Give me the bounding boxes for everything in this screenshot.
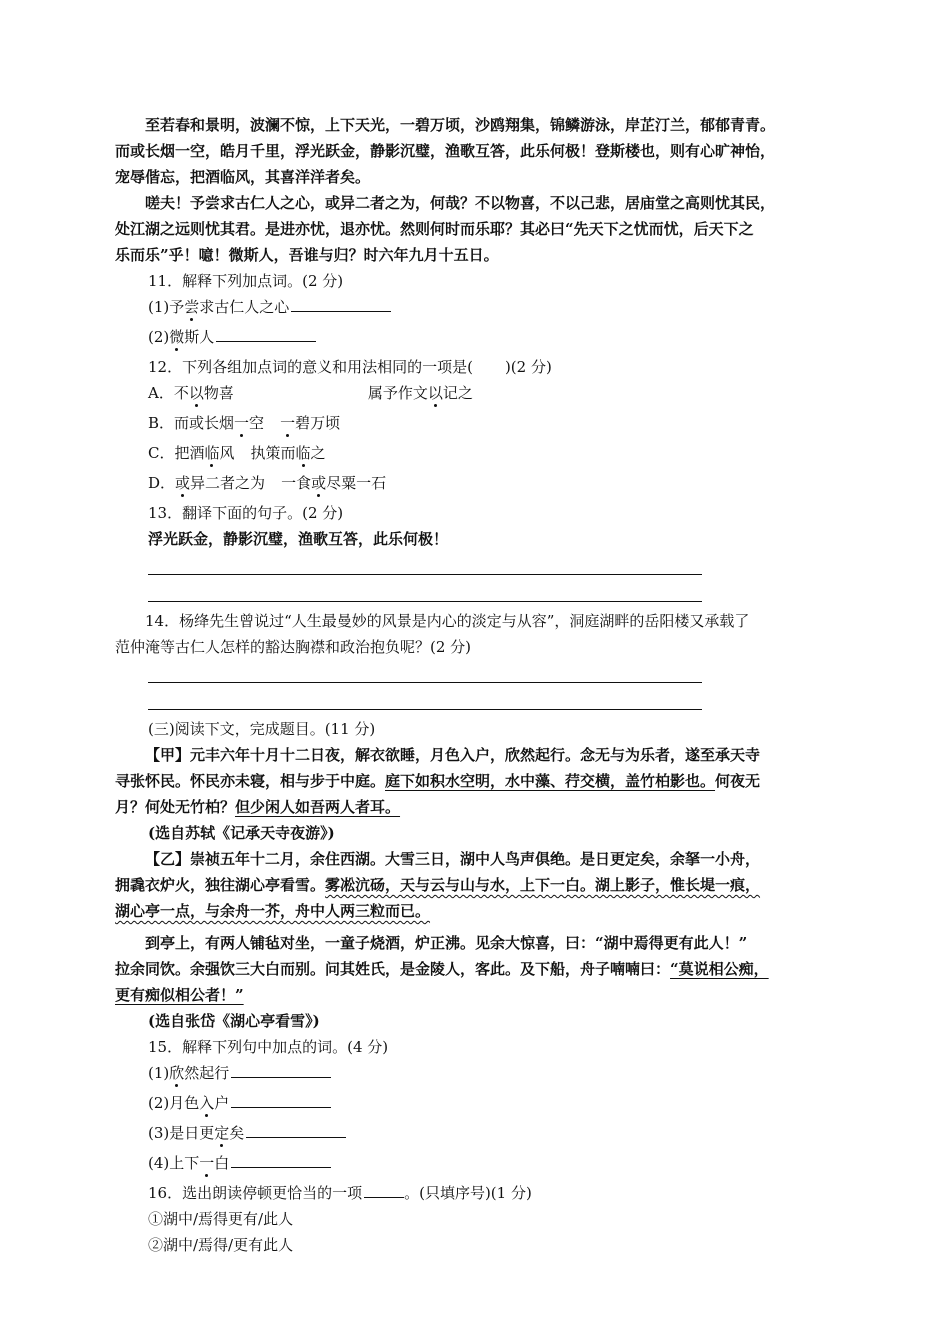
q16-stem: 16．选出朗读停顿更恰当的一项 。(只填序号)(1 分) <box>148 1184 532 1202</box>
yi-source: (选自张岱《湖心亭看雪》) <box>148 1012 320 1030</box>
exam-page <box>115 112 845 1258</box>
q13-stem: 13．翻译下面的句子。(2 分) <box>148 504 344 522</box>
passage-yi: 【乙】崇祯五年十二月，余住西湖。大雪三日，湖中人鸟声俱绝。是日更定矣，余拏一小舟， 拥毳衣炉火，独往湖心亭看雪。雾凇沆砀，天与云与山与水，上下一白。湖上影子，惟长堤一痕， 湖心亭一点，与余舟一芥，舟中人两三粒而已。 <box>115 850 761 920</box>
wavy-underlined-sentence: 雾凇沆砀，天与云与山与水，上下一白。湖上影子，惟长堤一痕， <box>325 876 761 894</box>
q11-item-2: (2)微斯人 <box>115 324 845 350</box>
q16-option-1[interactable]: ①湖中/焉得更有/此人 <box>148 1210 294 1228</box>
q15-item-4: (4)上下一白 <box>115 1150 845 1176</box>
underlined-sentence: “莫说相公痴， <box>670 960 769 978</box>
q11-item-1: (1)予尝求古仁人之心 <box>115 294 845 320</box>
q12-option-c[interactable]: C．把酒临风 执策而临之 <box>148 444 326 462</box>
answer-line[interactable] <box>148 660 702 683</box>
q11-stem: 11．解释下列加点词。(2 分) <box>148 272 344 290</box>
q15-item-3: (3)是日更定矣 <box>115 1120 845 1146</box>
passage-yi-2: 到亭上，有两人铺毡对坐，一童子烧酒，炉正沸。见余大惊喜，曰：“湖中焉得更有此人！” 拉余同饮。余强饮三大白而别。问其姓氏，是金陵人，客此。及下船，舟子喃喃曰：“莫说相公痴， 更有痴似相公者！” <box>115 934 769 1004</box>
q15-stem: 15．解释下列句中加点的词。(4 分) <box>148 1038 389 1056</box>
underlined-sentence: 但少闲人如吾两人者耳。 <box>235 798 401 816</box>
underlined-sentence: 庭下如积水空明，水中藻、荇交横，盖竹柏影也。 <box>385 772 716 790</box>
emphasized-word: 尝 <box>184 298 200 316</box>
answer-blank[interactable] <box>216 326 316 342</box>
q13-sentence: 浮光跃金，静影沉璧，渔歌互答，此乐何极！ <box>148 530 449 548</box>
answer-blank[interactable] <box>246 1122 346 1138</box>
answer-blank[interactable] <box>231 1152 331 1168</box>
answer-blank[interactable] <box>291 296 391 312</box>
q12-option-a[interactable]: A．不以物喜 属予作文以记之 <box>148 384 473 402</box>
q12-option-b[interactable]: B．而或长烟一空 一碧万顷 <box>148 414 341 432</box>
answer-line[interactable] <box>148 552 702 575</box>
underlined-sentence: 更有痴似相公者！” <box>115 986 244 1004</box>
q15-item-2: (2)月色入户 <box>115 1090 845 1116</box>
q12-stem: 12．下列各组加点词的意义和用法相同的一项是( )(2 分) <box>148 358 552 376</box>
jia-source: (选自苏轼《记承天寺夜游》) <box>148 824 335 842</box>
wavy-underlined-sentence: 湖心亭一点，与余舟一芥，舟中人两三粒而已。 <box>115 902 431 920</box>
q16-option-2[interactable]: ②湖中/焉得/更有此人 <box>148 1236 294 1254</box>
q12-option-d[interactable]: D．或异二者之为 一食或尽粟一石 <box>148 474 387 492</box>
section3-title: (三)阅读下文，完成题目。(11 分) <box>148 720 376 738</box>
q15-item-1: (1)欣然起行 <box>115 1060 845 1086</box>
answer-blank[interactable] <box>364 1182 404 1198</box>
emphasized-word: 微 <box>169 328 185 346</box>
passage-jia: 【甲】元丰六年十月十二日夜，解衣欲睡，月色入户，欣然起行。念无与为乐者，遂至承天寺 寻张怀民。怀民亦未寝，相与步于中庭。庭下如积水空明，水中藻、荇交横，盖竹柏影也。何夜无 月？何处无竹柏？但少闲人如吾两人者耳。 <box>115 746 761 816</box>
answer-blank[interactable] <box>231 1062 331 1078</box>
answer-blank[interactable] <box>231 1092 331 1108</box>
passage-paragraph-2: 嗟夫！予尝求古仁人之心，或异二者之为，何哉？不以物喜，不以己悲，居庙堂之高则忧其民， 处江湖之远则忧其君。是进亦忧，退亦忧。然则何时而乐耶？其必曰“先天下之忧而忧，后天下之 乐而乐”乎！噫！微斯人，吾谁与归？时六年九月十五日。 <box>115 194 776 264</box>
answer-line[interactable] <box>148 683 702 710</box>
q14-stem: 14．杨绛先生曾说过“人生最曼妙的风景是内心的淡定与从容”，洞庭湖畔的岳阳楼又承载了 范仲淹等古仁人怎样的豁达胸襟和政治抱负呢？(2 分) <box>115 612 750 656</box>
passage-paragraph-1: 至若春和景明，波澜不惊，上下天光，一碧万顷，沙鸥翔集，锦鳞游泳，岸芷汀兰，郁郁青青。 而或长烟一空，皓月千里，浮光跃金，静影沉璧，渔歌互答，此乐何极！登斯楼也，则有心旷神怡， 宠辱偕忘，把酒临风，其喜洋洋者矣。 <box>115 116 776 186</box>
answer-line[interactable] <box>148 575 702 602</box>
